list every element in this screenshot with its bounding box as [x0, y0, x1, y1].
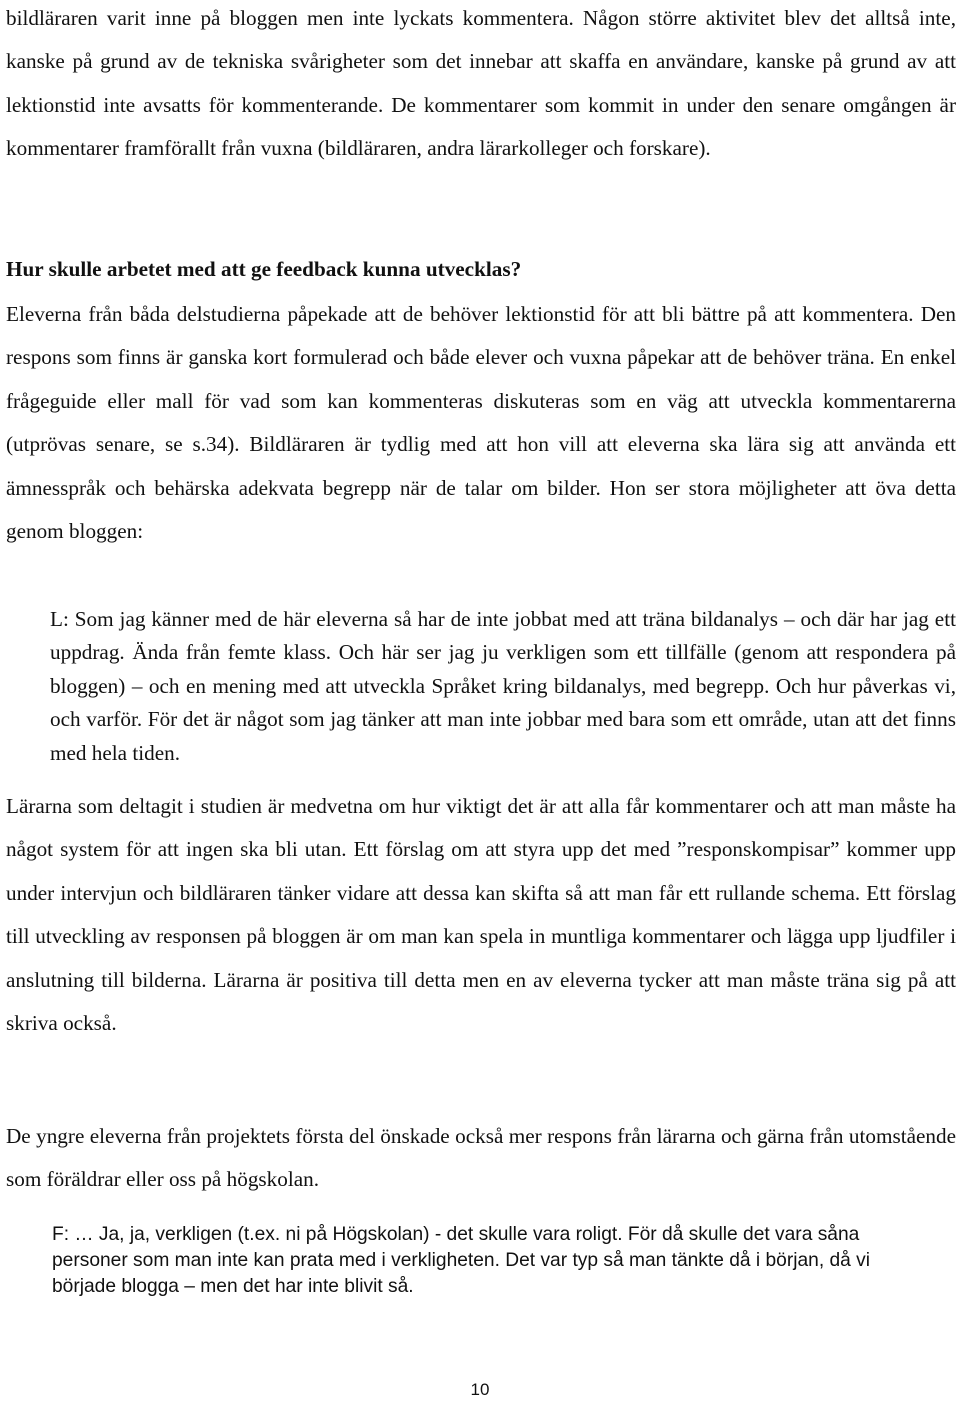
paragraph-feedback-development: Eleverna från båda delstudierna påpekade att de behöver lektionstid för att bli bättre på att kommentera. Den respons som finns är ganska kort formulerad och både elever och vuxna påpekar att de behöver träna. En enkel frågeguide eller mall för vad som kan kommenteras diskuteras som en väg att utveckla kommentarerna (utprövas senare, se s.34). Bildläraren är tydlig med att hon vill att eleverna ska lära sig att använda ett ämnesspråk och behärska adekvata begrepp när de talar om bilder. Hon ser stora möjligheter att öva detta genom bloggen: [6, 302, 956, 544]
quote-teacher-interview: L: Som jag känner med de här eleverna så har de inte jobbat med att träna bildanalys – och där har jag ett uppdrag. Ända från femte klass. Och här ser jag ju verkligen som ett tillfälle (genom att respondera på bloggen) – och en mening med att utveckla Språket kring bildanalys, med begrepp. Och hur påverkas vi, och varför. För det är något som jag tänker att man inte jobbar med bara som ett område, utan att det finns med hela tiden. [50, 607, 956, 765]
section-heading: Hur skulle arbetet med att ge feedback kunna utvecklas? [6, 257, 522, 281]
paragraph-teachers-awareness: Lärarna som deltagit i studien är medvetna om hur viktigt det är att alla får kommentarer och att man måste ha något system för att ingen ska bli utan. Ett förslag om att styra upp det med ”responskompisar” kommer upp under intervjun och bildläraren tänker vidare att dessa kan skifta så att man får ett rullande schema. Ett förslag till utveckling av responsen på bloggen är om man kan spela in muntliga kommentarer och lägga upp ljudfiler i anslutning till bilderna. Lärarna är positiva till detta men en av eleverna tycker att man måste träna sig på att skriva också. [6, 794, 956, 1036]
quote-student-interview: F: … Ja, ja, verkligen (t.ex. ni på Högskolan) - det skulle vara roligt. För då skulle det vara såna personer som man inte kan prata med i verkligheten. Det var typ så man tänkte då i början, då vi började blogga – men det har inte blivit så. [52, 1224, 871, 1297]
paragraph-younger-students: De yngre eleverna från projektets första del önskade också mer respons från lärarna och gärna från utomstående som föräldrar eller oss på högskolan. [6, 1124, 956, 1192]
paragraph-blog-comments: bildläraren varit inne på bloggen men inte lyckats kommentera. Någon större aktivitet blev det alltså inte, kanske på grund av de tekniska svårigheter som det innebar att skaffa en användare, kanske på grund av att lektionstid inte avsatts för kommenterande. De kommentarer som kommit in under den senare omgången är kommentarer framförallt från vuxna (bildläraren, andra lärarkolleger och forskare). [6, 6, 956, 161]
page-number: 10 [470, 1380, 490, 1399]
